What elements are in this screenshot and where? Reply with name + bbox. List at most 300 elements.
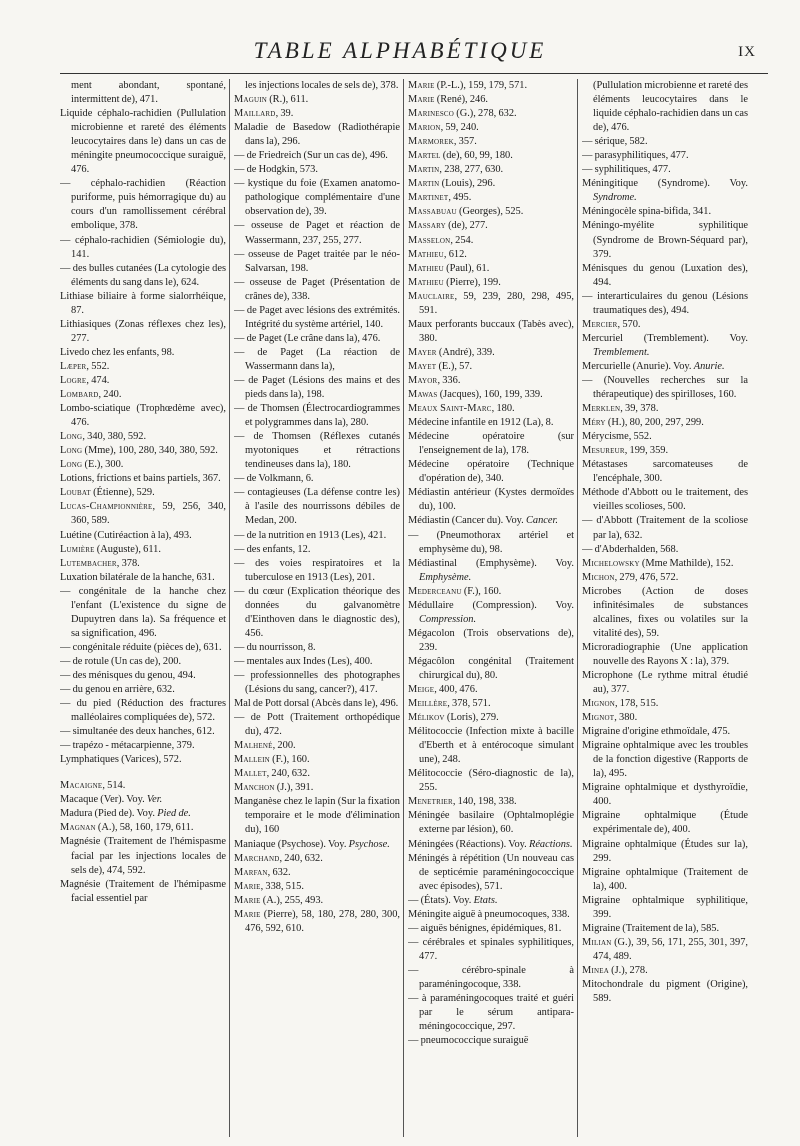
entry-text: (Mme Mathilde), 152. [639,557,734,569]
entry-text: — du genou en arrière, 632. [60,684,175,696]
index-entry [582,290,748,318]
entry-text: — d'Abderhalden, 568. [582,543,679,555]
entry-text: (Louis), 296. [439,178,496,190]
index-entry [234,107,400,121]
entry-text: Méningocèle spina-bifida, 341. [582,206,712,218]
index-entry [60,402,226,430]
index-entry [234,753,400,767]
entry-text: — céphalo-rachidien (Sémiologie du), 141. [60,234,226,260]
index-entry [408,599,574,627]
entry-text: — de Volkmann, 6. [234,473,314,485]
entry-author-name: Mignon [582,698,615,710]
index-entry [60,655,226,669]
index-entry [408,852,574,894]
page-number: IX [738,44,756,60]
entry-text: (F.), 160. [269,754,310,766]
entry-text: Liquide céphalo-rachidien (Pullulation microbienne et rareté des éléments leucocytaires dans le) dans un cas de méningite pneumococcique suraiguë, 476. [60,108,226,176]
index-entry [408,135,574,149]
entry-text: Méthode d'Abbott ou le traitement, des vieilles scolioses, 500. [582,487,748,513]
entry-author-name: Mesureur [582,445,625,457]
index-entry [408,908,574,922]
entry-text: (J.), 391. [274,782,314,794]
index-entry [234,276,400,304]
index-entry [408,486,574,514]
index-entry [582,697,748,711]
entry-cross-reference: Tremblement. [593,346,650,358]
index-entry [408,346,574,360]
entry-text: , 59, 256, 340, 360, 589. [71,501,226,527]
entry-author-name: Méry [582,417,606,429]
index-entry [234,852,400,866]
index-entry [582,894,748,922]
index-column-1 [60,79,226,1137]
entry-text: Méningite aiguë à pneumocoques, 338. [408,908,570,920]
entry-text: — osseuse de Paget (Présentation de crânes de), 338. [234,276,400,302]
index-entry [408,79,574,93]
index-entry [408,838,574,852]
column-divider [577,79,578,1137]
entry-text: , 514. [102,780,126,792]
index-entry [234,529,400,543]
index-entry [60,374,226,388]
entry-author-name: Massary [408,220,446,232]
entry-text: — du cœur (Explication théorique des données du galvanomètre d'Einthoven dans le diagnostic des), 456. [234,585,400,639]
entry-text: les injections locales de sels de), 378. [245,80,399,91]
entry-text: — osseuse de Paget et réaction de Wassermann, 237, 255, 277. [234,220,400,246]
entry-author-name: Mederceanu [408,585,462,597]
entry-text: Méningés à répétition (Un nouveau cas de septicémie paraméningococcique avec épisodes), 571. [408,852,574,892]
entry-author-name: Marion [408,122,441,134]
index-entry [408,163,574,177]
page-title: TABLE ALPHABÉTIQUE [253,38,547,63]
entry-author-name: Massabuau [408,206,457,218]
index-entry [582,79,748,135]
entry-text: Mitochondrale du pigment (Origine), 589. [582,979,748,1005]
entry-text: , 200. [272,740,296,752]
entry-author-name: Marie [408,94,435,106]
entry-text: Migraine ophtalmique (Traitement de la), 400. [582,866,748,892]
entry-text: — mentales aux Indes (Les), 400. [234,655,373,667]
entry-author-name: Milian [582,936,612,948]
entry-author-name: Marfan [234,866,268,878]
index-entry [408,388,574,402]
index-entry [408,107,574,121]
index-entry [234,219,400,247]
index-entry [234,402,400,430]
index-entry [234,908,400,936]
entry-author-name: Menetrier [408,796,453,808]
entry-author-name: Mathieu [408,262,444,274]
index-entry [582,922,748,936]
entry-text: Microphone (Le rythme mitral étudié au), 377. [582,669,748,696]
index-entry [408,177,574,191]
index-entry [60,318,226,346]
entry-author-name: Marie [234,908,261,920]
entry-text: — aiguës bénignes, épidémiques, 81. [408,922,562,934]
entry-text: Lithiasiques (Zonas réflexes chez les), 277. [60,318,226,344]
index-entry [582,416,748,430]
entry-text: Livedo chez les enfants, 98. [60,346,175,358]
index-entry [234,781,400,795]
entry-author-name: Lutembacher [60,557,117,569]
index-entry [582,205,748,219]
entry-text: Mercurielle (Anurie). Voy. [582,360,694,372]
entry-author-name: Marchand [234,852,280,864]
index-entry [234,697,400,711]
entry-text: — de Friedreich (Sur un cas de), 496. [234,150,388,162]
entry-cross-reference: Anurie. [693,360,725,372]
entry-text: Microradiographie (Une application nouvelle des Rayons X : la), 379. [582,641,748,667]
index-entry [408,262,574,276]
entry-text: , 254. [450,234,474,246]
index-entry [60,360,226,374]
entry-author-name: Malhené [234,740,273,752]
entry-author-name: Martel [408,150,441,162]
index-column-4 [582,79,748,1137]
entry-text: — à paraméningocoques traité et guéri par le sérum antipara-méningococcique, 297. [408,993,574,1033]
index-entry [234,838,400,852]
entry-text: (Paul), 61. [443,262,490,274]
index-entry [408,430,574,458]
index-entry [582,964,748,978]
entry-text: Lymphatiques (Varices), 572. [60,754,182,766]
index-entry [408,276,574,290]
entry-text: Migraine d'origine ethmoïdale, 475. [582,726,731,738]
index-entry [582,402,748,416]
entry-text: , 495. [448,192,472,204]
entry-text: , 59, 240. [440,122,479,134]
index-entry [60,835,226,877]
entry-author-name: Martin [408,178,440,190]
entry-text: Méningitique (Syndrome). Voy. [582,178,748,190]
index-entry [408,416,574,430]
entry-text: , 279, 476, 572. [614,571,679,583]
index-entry [582,360,748,374]
entry-text: — congénitale réduite (pièces de), 631. [60,641,222,653]
index-entry [60,346,226,360]
entry-text: Mélitococcie (Infection mixte à bacille d'Eberth et à entérocoque simulant une), 248. [408,726,574,766]
entry-text: , 39. [275,108,294,120]
entry-text: Migraine ophtalmique syphilitique, 399. [582,894,748,920]
index-entry [582,430,748,444]
index-entry [582,585,748,641]
index-entry [60,793,226,807]
entry-author-name: Læper [60,360,87,372]
entry-author-name: Magnan [60,822,96,834]
column-divider [403,79,404,1137]
entry-text: , 552. [86,360,110,372]
index-entry [60,779,226,793]
entry-text: Luxation bilatérale de la hanche, 631. [60,571,215,583]
entry-text: (Loris), 279. [444,712,499,724]
index-entry [582,318,748,332]
index-entry [582,514,748,542]
entry-author-name: Mallet [234,768,267,780]
entry-author-name: Loubat [60,487,91,499]
entry-text: (R.), 611. [267,94,309,106]
index-entry [408,725,574,767]
entry-author-name: Marie [234,894,261,906]
index-entry [60,529,226,543]
index-entry [60,107,226,177]
index-entry [234,543,400,557]
entry-author-name: Mathieu [408,248,444,260]
index-entry [582,781,748,809]
entry-text: Microbes (Action de doses infinitésimales de substances alcalines, fixes ou volatiles sur la vitalité des), 59. [582,585,748,639]
index-entry [234,655,400,669]
entry-text: — syphilitiques, 477. [582,164,671,176]
entry-text: , 180. [491,403,515,415]
entry-text: Migraine ophtalmique (Étude expérimentale de), 400. [582,810,748,836]
entry-text: Lombo-sciatique (Trophœdème avec), 476. [60,403,226,429]
entry-text: — de rotule (Un cas de), 200. [60,655,182,667]
index-entry [408,585,574,599]
entry-text: — de Thomsen (Réflexes cutanés myotoniques et rétractions tendineuses dans la), 180. [234,431,400,471]
index-entry [60,444,226,458]
entry-text: (Jacques), 160, 199, 339. [437,389,543,401]
entry-text: Mercuriel (Tremblement). Voy. [582,332,748,344]
entry-text: — interarticulaires du genou (Lésions traumatiques des), 494. [582,290,748,316]
index-entry [408,627,574,655]
index-entry [582,262,748,290]
entry-text: — congénitale de la hanche chez l'enfant (L'existence du signe de Dupuytren dans la). Sa fréquence et sa signification, 496. [60,585,226,639]
entry-author-name: Meaux Saint-Marc [408,403,492,415]
entry-author-name: Mignot [582,712,615,724]
entry-text: — contagieuses (La défense contre les) à l'asile des nourrissons débiles de Medan, 200. [234,487,400,527]
index-entry [408,219,574,233]
entry-author-name: Macaigne [60,780,103,792]
index-entry [408,93,574,107]
index-entry [582,936,748,964]
entry-text: , 240, 632. [279,852,323,864]
entry-author-name: Meige [408,684,435,696]
entry-text: — des ménisques du genou, 494. [60,669,196,681]
index-entry [234,149,400,163]
entry-text: (E.), 300. [82,459,124,471]
entry-author-name: Marmorek [408,136,454,148]
index-entry [60,697,226,725]
index-entry [408,191,574,205]
index-entry [60,430,226,444]
entry-author-name: Lombard [60,389,99,401]
entry-cross-reference: Psychose. [348,838,390,850]
entry-text: Médiastin antérieur (Kystes dermoïdes du), 100. [408,487,574,513]
entry-text: Médecine infantile en 1912 (La), 8. [408,417,554,429]
entry-text: , 59, 239, 280, 298, 495, 591. [419,290,574,316]
entry-text: — trapézo - métacarpienne, 379. [60,740,195,752]
entry-author-name: Minea [582,964,609,976]
entry-text: — céphalo-rachidien (Réaction puriforme, puis hémorragique du) au cours d'un ramollissement cérébral embolique, 378. [60,178,226,232]
index-entry [582,641,748,669]
index-entry [408,402,574,416]
index-entry [408,248,574,262]
index-entry [234,711,400,739]
entry-author-name: Long [60,431,83,443]
index-entry [60,472,226,486]
entry-text: — cérébro-spinale à paraméningocoque, 338. [408,964,574,990]
entry-text: (Mme), 100, 280, 340, 380, 592. [82,445,218,457]
index-entry [408,360,574,374]
index-entry [234,880,400,894]
entry-text: Mal de Pott dorsal (Abcès dans le), 496. [234,698,399,710]
index-entry [60,388,226,402]
entry-text: , 357. [453,136,477,148]
entry-text: (A.), 255, 493. [260,894,324,906]
index-entry [234,121,400,149]
entry-text: — des voies respiratoires et la tuberculose en 1913 (Les), 201. [234,557,400,583]
index-entry [234,795,400,837]
entry-text: — de Paget avec lésions des extrémités. Intégrité du système artériel, 140. [234,304,400,330]
entry-text: , 474. [86,374,110,386]
index-entry [582,725,748,739]
entry-text: Médiastinal (Emphysème). Voy. [408,557,574,569]
index-entry [582,978,748,1006]
entry-author-name: Mathieu [408,276,444,288]
index-entry [234,486,400,528]
entry-text: (Auguste), 611. [94,543,161,555]
index-entry [582,838,748,866]
index-entry [582,739,748,781]
entry-author-name: Marie [408,80,435,91]
index-entry [60,683,226,697]
entry-text: Médiastin (Cancer du). Voy. [408,515,526,527]
index-entry [234,866,400,880]
entry-author-name: Mayor [408,374,438,386]
index-entry [234,585,400,641]
entry-author-name: Masselon [408,234,451,246]
index-entry [234,430,400,472]
entry-text: — de Paget (Lésions des mains et des pieds dans la), 198. [234,374,400,401]
index-entry [408,557,574,585]
entry-author-name: Michon [582,571,615,583]
index-entry [582,543,748,557]
entry-text: — kystique du foie (Examen anatomo-pathologique complémentaire d'une observation de), 39. [234,178,400,218]
index-entry [582,177,748,205]
entry-text: , 378. [116,557,140,569]
entry-author-name: Long [60,459,83,471]
index-entry [582,809,748,837]
entry-text: — de Paget (La réaction de Wassermann dans la), [234,346,400,372]
index-entry [582,163,748,177]
entry-text: Médecine opératoire (Technique d'opération de), 340. [408,459,574,485]
entry-text: (Étienne), 529. [90,487,155,499]
index-entry [234,767,400,781]
entry-text: , 178, 515. [615,698,659,710]
entry-author-name: Mayer [408,346,437,358]
entry-text: — d'Abbott (Traitement de la scoliose par la), 632. [582,515,748,541]
entry-text: — parasyphilitiques, 477. [582,150,689,162]
entry-cross-reference: Cancer. [525,515,559,527]
entry-text: — du pied (Réduction des fractures malléolaires compliquées de), 572. [60,698,226,724]
entry-author-name: Mauclaire [408,290,455,302]
index-entry [234,641,400,655]
entry-text: Migraine (Traitement de la), 585. [582,922,720,934]
entry-text: Maladie de Basedow (Radiothérapie dans la), 296. [234,122,400,148]
entry-text: — du nourrisson, 8. [234,641,316,653]
entry-text: — sérique, 582. [582,136,648,148]
index-column-2 [234,79,400,1137]
entry-text: (J.), 278. [608,964,648,976]
index-entry [60,458,226,472]
index-entry [60,585,226,641]
index-entry [408,711,574,725]
index-entry [408,205,574,219]
index-entry [408,936,574,964]
index-entry [582,219,748,261]
entry-text: Mégacôlon congénital (Traitement chirurgical du), 80. [408,655,574,681]
entry-cross-reference: Etats. [473,894,498,906]
entry-text: (Pullulation microbienne et rareté des éléments leucocytaires dans le liquide céphalo-rachidien dans un cas de), 476. [593,80,748,134]
index-entry [408,290,574,318]
entry-text: , 238, 277, 630. [439,164,504,176]
entry-text: Mélitococcie (Séro-diagnostic de la), 255. [408,768,574,794]
entry-text: Maniaque (Psychose). Voy. [234,838,349,850]
entry-author-name: Lucas-Championnière [60,501,153,513]
entry-text: (Pierre), 199. [443,276,501,288]
entry-text: — osseuse de Paget traitée par le néo-Salvarsan, 198. [234,248,400,274]
index-entry [234,79,400,93]
index-entry [408,922,574,936]
index-entry [582,444,748,458]
entry-text: Migraine ophtalmique (Études sur la), 299. [582,838,748,864]
entry-text: (de), 60, 99, 180. [440,150,513,162]
index-entry [408,234,574,248]
entry-text: , 39, 378. [620,403,659,415]
entry-text: Madura (Pied de). Voy. [60,808,158,820]
index-entry [582,669,748,697]
index-entry [408,894,574,908]
entry-author-name: Marie [234,880,261,892]
index-entry [408,374,574,388]
index-entry [60,234,226,262]
entry-cross-reference: Réactions. [528,838,573,850]
index-entry [234,557,400,585]
index-entry [582,711,748,725]
index-entry [408,149,574,163]
entry-text: Magnésie (Traitement de l'hémispasme facial par les injections locales de sels de), 474, 592. [60,836,226,876]
index-entry [60,543,226,557]
index-entry [60,79,226,107]
entry-text: Médecine opératoire (sur l'enseignement de la), 178. [408,431,574,457]
entry-text: , 140, 198, 338. [452,796,517,808]
entry-text: — des bulles cutanées (La cytologie des éléments du sang dans le), 624. [60,262,226,288]
entry-text: (P.-L.), 159, 179, 571. [434,80,528,91]
index-entry [408,809,574,837]
entry-author-name: Long [60,445,83,457]
entry-text: — de Thomsen (Électrocardiogrammes et polygrammes dans la), 280. [234,403,400,429]
index-entry [234,177,400,219]
index-entry [408,121,574,135]
entry-text: (H.), 80, 200, 297, 299. [605,417,704,429]
entry-text: — (États). Voy. [408,894,474,906]
entry-author-name: Mawas [408,389,438,401]
entry-text: , 199, 359. [624,445,669,457]
index-columns [60,79,770,1139]
entry-text: ment abondant, spontané, intermittent de), 471. [71,80,226,106]
index-entry [234,304,400,332]
entry-author-name: Martin [408,164,440,176]
entry-text: Lithiase biliaire à forme sialorrhéique, 87. [60,290,226,316]
index-entry [60,177,226,233]
entry-text: , 240. [98,389,122,401]
index-entry [408,458,574,486]
entry-author-name: Manchon [234,782,275,794]
entry-cross-reference: Compression. [419,613,477,625]
index-entry [60,557,226,571]
index-entry [234,93,400,107]
index-entry [582,866,748,894]
entry-text: Maux perforants buccaux (Tabès avec), 380. [408,318,574,344]
